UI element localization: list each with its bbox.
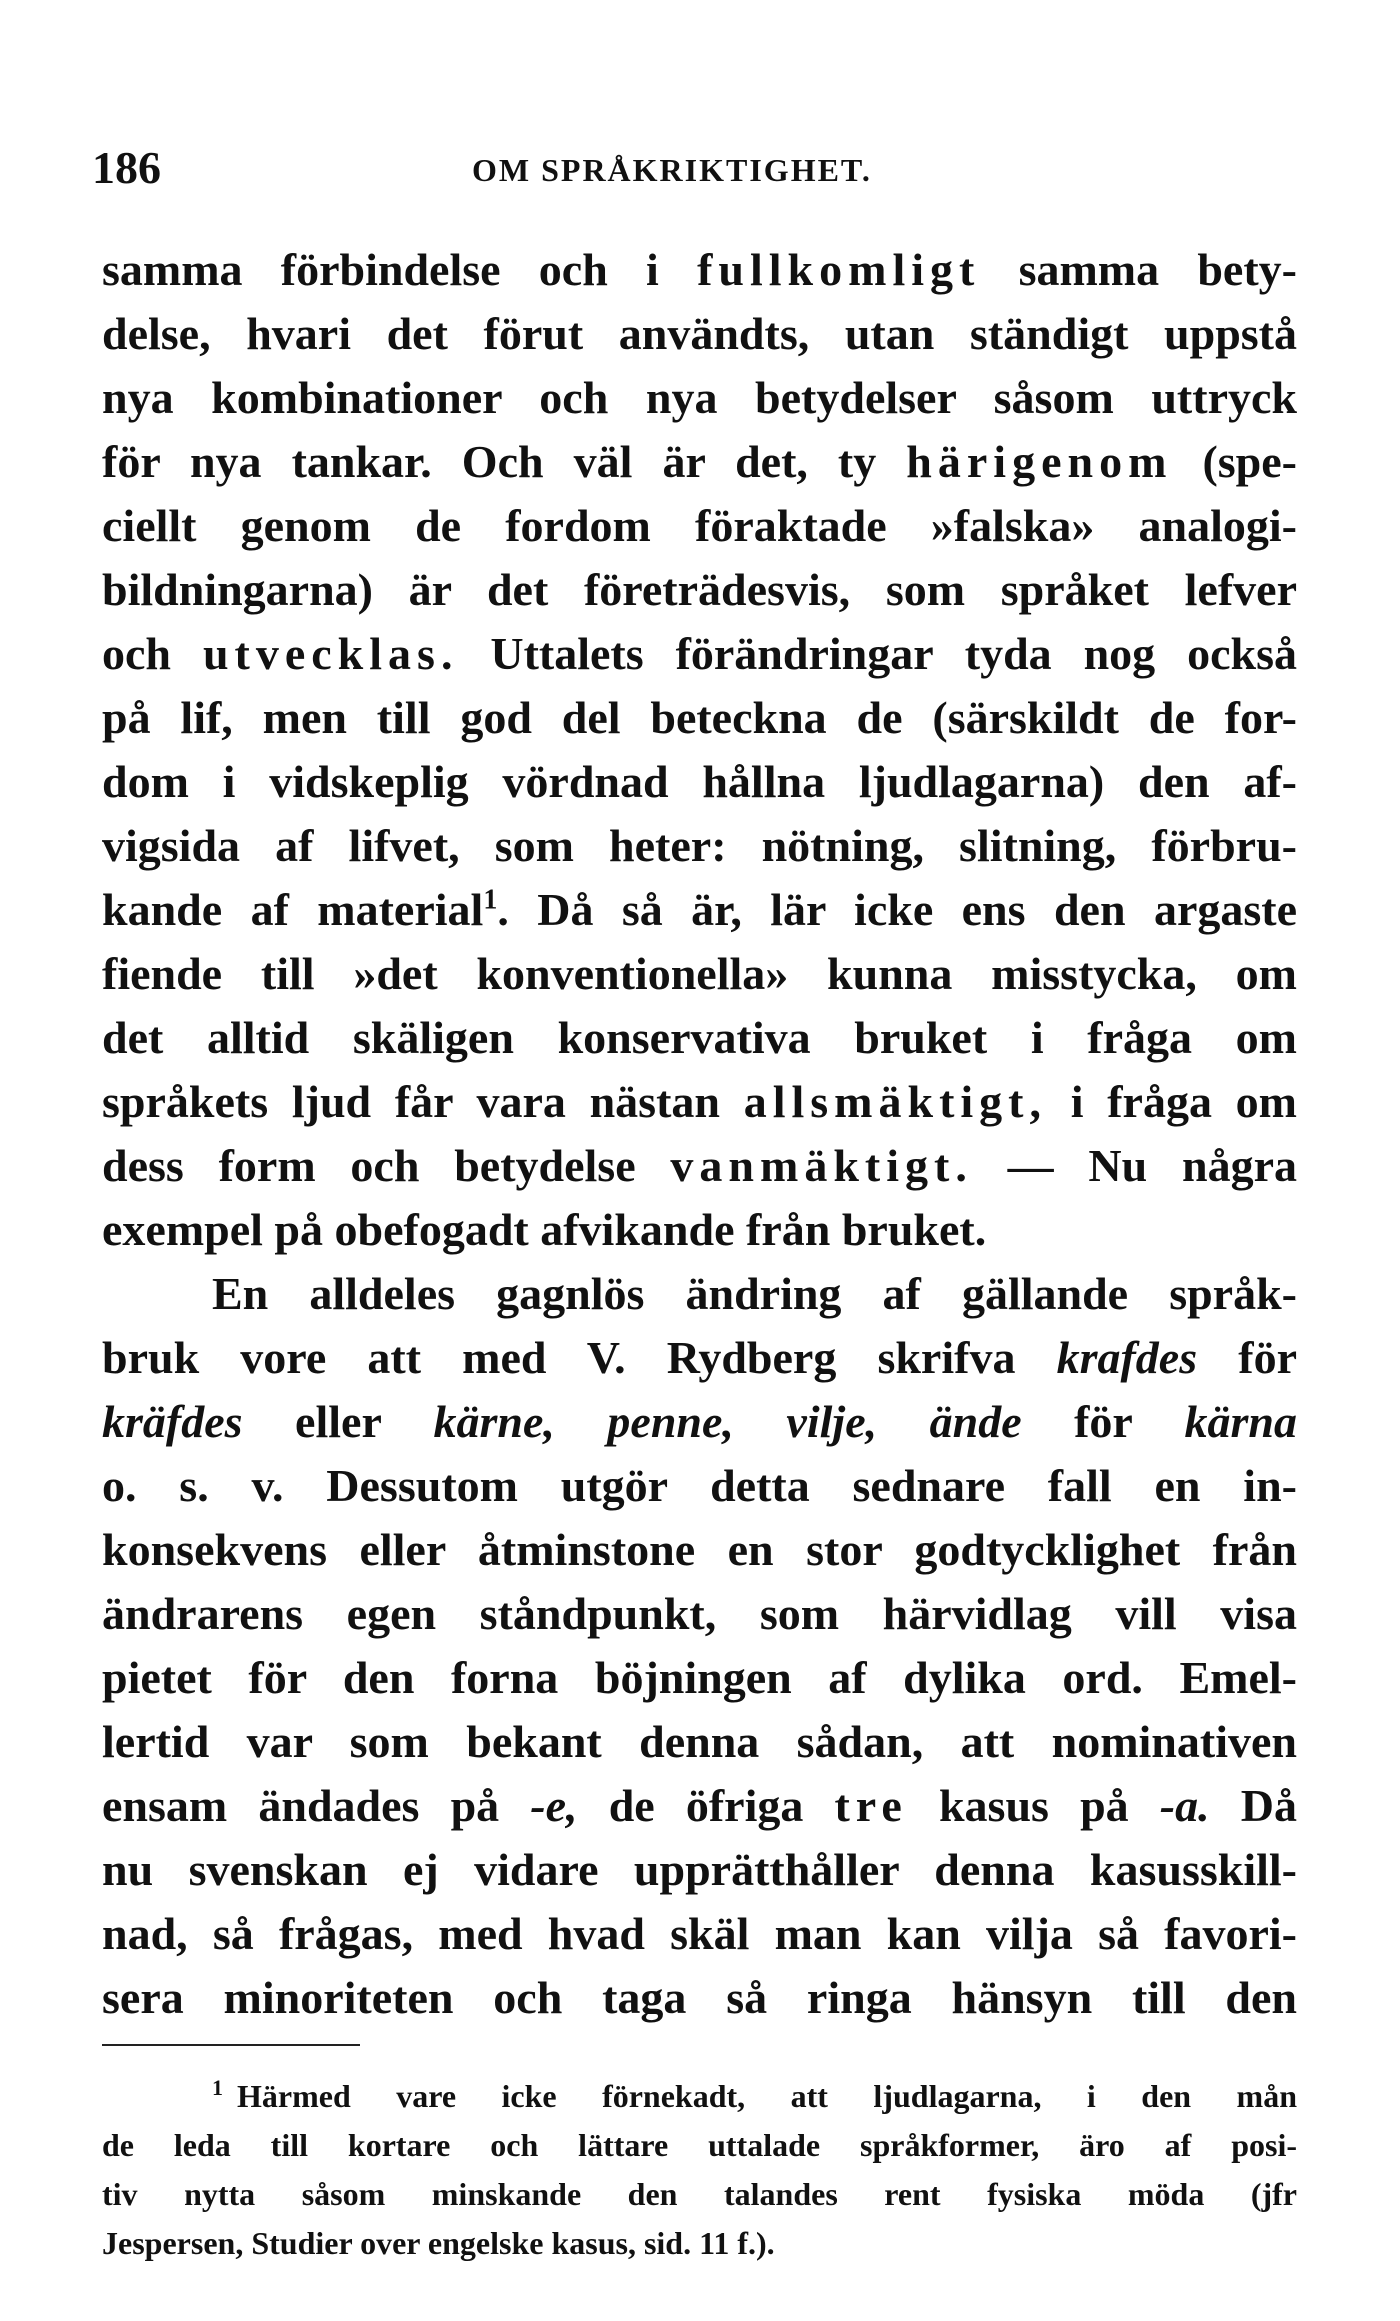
text-line: ciellt genom de fordom föraktade »falska» analogi- (102, 500, 1297, 551)
text-line: ändrarens egen ståndpunkt, som härvidlag vill visa (102, 1588, 1297, 1639)
text-line: det alltid skäligen konservativa bruket i fråga om (102, 1012, 1297, 1063)
footnote-marker: 1 (212, 2075, 223, 2101)
text-line: lertid var som bekant denna sådan, att nominativen (102, 1716, 1297, 1767)
text-line: delse, hvari det förut användts, utan ständigt uppstå (102, 308, 1297, 359)
text-line: vigsida af lifvet, som heter: nötning, slitning, förbru- (102, 820, 1297, 871)
page-number: 186 (92, 142, 161, 193)
text-line: ensam ändades på -e, de öfriga tre kasus på -a. Då (102, 1780, 1297, 1831)
text-line: på lif, men till god del beteckna de (särskildt de for- (102, 692, 1297, 743)
footnote-line: Jespersen, Studier over engelske kasus, sid. 11 f.). (102, 2225, 775, 2261)
text-line: nu svenskan ej vidare upprätthåller denna kasusskill- (102, 1844, 1297, 1895)
text-line: för nya tankar. Och väl är det, ty härigenom (spe- (102, 436, 1297, 487)
main-text (102, 238, 1297, 2030)
text-line: kräfdes eller kärne, penne, vilje, ände för kärna (102, 1396, 1297, 1447)
running-title: OM SPRÅKRIKTIGHET. (472, 152, 872, 188)
footnote-divider (102, 2044, 360, 2046)
text-line: nya kombinationer och nya betydelser såsom uttryck (102, 372, 1297, 423)
text-line: kande af material$^1$. Då så är, lär icke ens den argaste (102, 884, 1297, 935)
footnote-line: tiv nytta såsom minskande den talandes rent fysiska möda (jfr (102, 2176, 1297, 2212)
footnote (102, 2072, 1297, 2268)
text-line: dess form och betydelse vanmäktigt. — Nu några (102, 1140, 1297, 1191)
text-line: samma förbindelse och i fullkomligt samma bety- (102, 244, 1297, 295)
footnote-line: de leda till kortare och lättare uttalade språkformer, äro af posi- (102, 2127, 1297, 2163)
text-line: dom i vidskeplig vördnad hållna ljudlagarna) den af- (102, 756, 1297, 807)
text-line: bildningarna) är det företrädesvis, som språket lefver (102, 564, 1297, 615)
text-line: fiende till »det konventionella» kunna misstycka, om (102, 948, 1297, 999)
text-line: pietet för den forna böjningen af dylika ord. Emel- (102, 1652, 1297, 1703)
text-line: konsekvens eller åtminstone en stor godtycklighet från (102, 1524, 1297, 1575)
text-line: o. s. v. Dessutom utgör detta sednare fall en in- (102, 1460, 1297, 1511)
text-line: exempel på obefogadt afvikande från bruket. (102, 1204, 987, 1255)
text-line: En alldeles gagnlös ändring af gällande språk- (212, 1268, 1297, 1319)
text-line: bruk vore att med V. Rydberg skrifva krafdes för (102, 1332, 1297, 1383)
footnote-line: $^1$ Härmed vare icke förnekadt, att ljudlagarna, i den mån (212, 2075, 1297, 2114)
footnote-reference: 1 (483, 884, 498, 916)
text-line: nad, så frågas, med hvad skäl man kan vilja så favori- (102, 1908, 1297, 1959)
page-header (92, 138, 1302, 198)
text-line: sera minoriteten och taga så ringa hänsyn till den (102, 1972, 1297, 2023)
text-line: språkets ljud får vara nästan allsmäktigt, i fråga om (102, 1076, 1298, 1127)
text-line: och utvecklas. Uttalets förändringar tyda nog också (102, 628, 1297, 679)
